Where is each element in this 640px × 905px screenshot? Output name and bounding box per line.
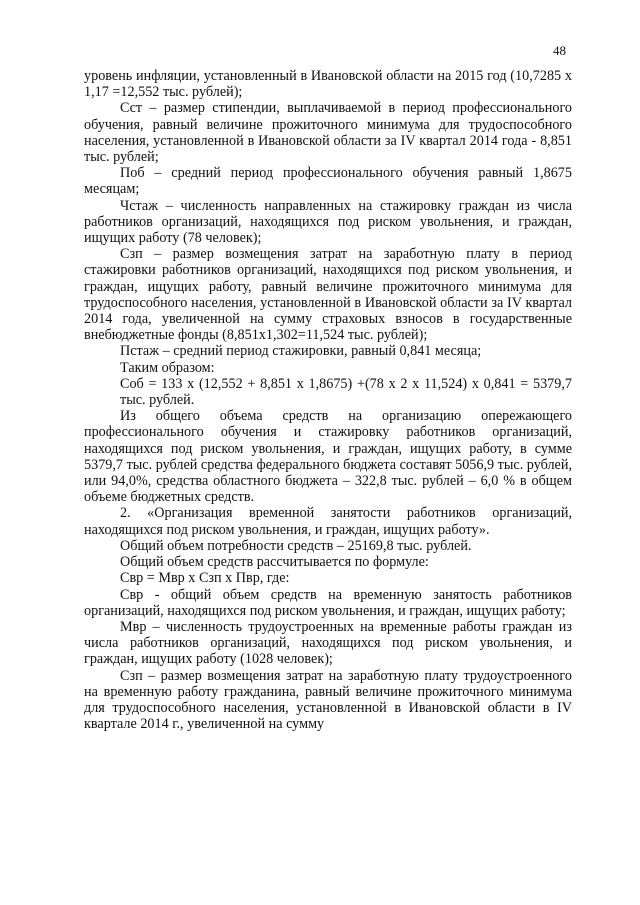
paragraph: Общий объем потребности средств – 25169,8 тыс. рублей. [120, 537, 472, 554]
paragraph: Свр = Мвр x Сзп x Пвр, где: [120, 570, 290, 587]
paragraph: Соб = 133 x (12,552 + 8,851 x 1,8675) +(78 x 2 x 11,524) x 0,841 = 5379,7 тыс. рублей. [120, 375, 572, 409]
paragraph: уровень инфляции, установленный в Ивановской области на 2015 год (10,7285 x 1,17 =12,552 тыс. рублей); [84, 68, 572, 101]
paragraph: Поб – средний период профессионального обучения равный 1,8675 месяцам; [84, 165, 572, 198]
paragraph: Таким образом: [120, 359, 215, 376]
paragraph: Мвр – численность трудоустроенных на временные работы граждан из числа работников организаций, находящихся под риском увольнения, и граждан, ищущих работу (1028 человек); [84, 618, 572, 668]
paragraph: Пстаж – средний период стажировки, равный 0,841 месяца; [120, 343, 482, 360]
paragraph: 2. «Организация временной занятости работников организаций, находящихся под риском увольнения, и граждан, ищущих работу». [84, 505, 572, 538]
paragraph: Сст – размер стипендии, выплачиваемой в период профессионального обучения, равный величине прожиточного минимума для трудоспособного населения, установленной в Ивановской области за IV квартал 2014 года - 8,851 тыс. рублей; [84, 100, 572, 166]
paragraph: Из общего объема средств на организацию опережающего профессионального обучения и стажировку работников организаций, находящихся под риском увольнения, и граждан, ищущих работу, в сумме 5379,7 тыс. рублей средства федерального бюджета составят 5056,9 тыс. рублей, или 94,0%, средства областного бюджета – 322,8 тыс. рублей – 6,0 % в общем объеме бюджетных средств. [84, 408, 572, 506]
paragraph: Чстаж – численность направленных на стажировку граждан из числа работников организаций, находящихся под риском увольнения, и граждан, ищущих работу (78 человек); [84, 197, 572, 247]
paragraph: Общий объем средств рассчитывается по формуле: [120, 554, 429, 571]
paragraph: Сзп – размер возмещения затрат на заработную плату трудоустроенного на временную работу гражданина, равный величине прожиточного минимума для трудоспособного населения, установленной в Ивановской области в IV квартале 2014 г., увеличенной на сумму [84, 667, 572, 733]
page-number: 48 [553, 43, 566, 58]
document-body [84, 68, 572, 732]
paragraph: Сзп – размер возмещения затрат на заработную плату в период стажировки работников организаций, находящихся под риском увольнения, и граждан, ищущих работу, равный величине прожиточного минимума для трудоспособного населения, установленной в Ивановской области за IV квартал 2014 года, увеличенной на сумму страховых взносов в государственные внебюджетные фонды (8,851x1,302=11,524 тыс. рублей); [84, 246, 572, 344]
paragraph: Свр - общий объем средств на временную занятость работников организаций, находящихся под риском увольнения, и граждан, ищущих работу; [84, 586, 572, 619]
